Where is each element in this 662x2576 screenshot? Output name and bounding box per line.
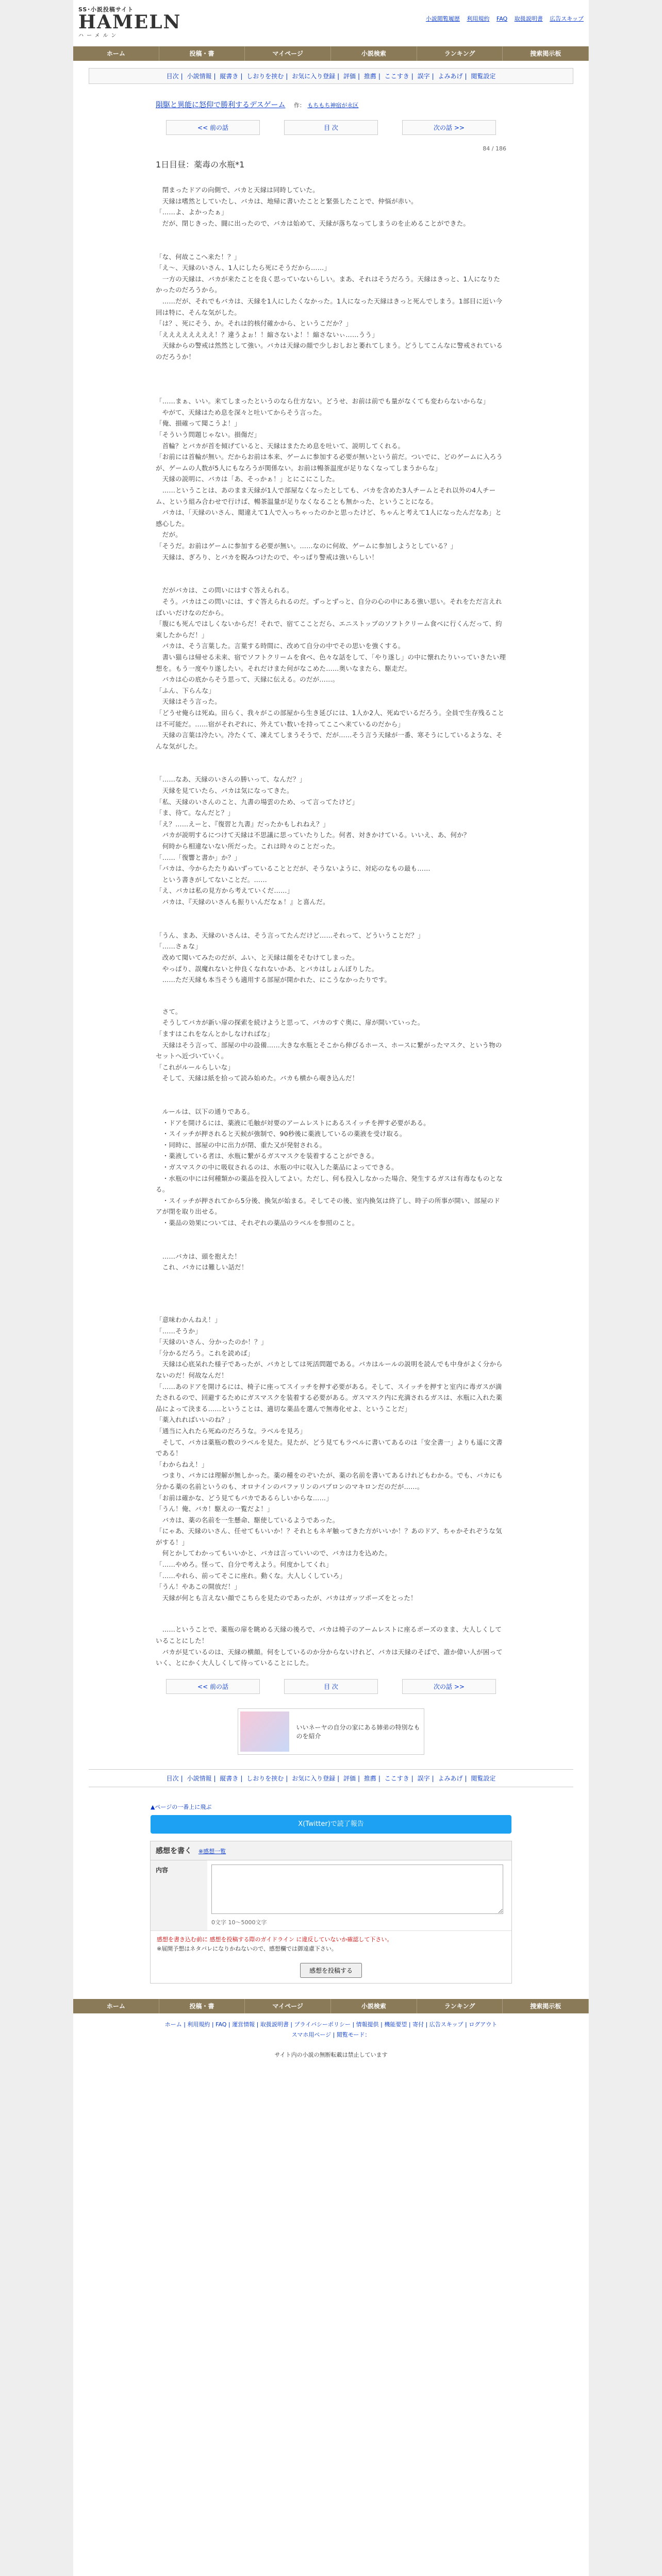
header-links	[421, 5, 584, 23]
bottom-nav	[73, 1999, 589, 2013]
link-ad-skip[interactable]: 広告スキップ	[550, 15, 584, 22]
chapter-body-4: ……ということで、薬瓶の扉を眺める天縁の後ろで、バカは椅子のアームレストに座るポーズのまま、大人しくしていることにした！ バカが見ているのは、天縁の横顔。何をしているのか分からないけれど、バカは天縁のそばで、誰か偉い人が困っていく、とにかく大人しくして待っていることにした。	[156, 1625, 503, 1667]
back-to-top-link[interactable]: ▲ページの一番上に飛ぶ	[151, 1803, 212, 1810]
review-textarea[interactable]	[211, 1865, 503, 1914]
logo-tagline: SS･小説投稿サイト	[78, 6, 134, 13]
footnav-toc[interactable]: 目次	[166, 1774, 179, 1782]
subnav-toc[interactable]: 目次	[166, 73, 179, 80]
link-manual[interactable]: 取扱説明書	[514, 15, 543, 22]
top-pager	[166, 120, 496, 135]
footnav-recommend[interactable]: 推薦	[363, 1774, 376, 1782]
bnav-search[interactable]: 小説検索	[331, 1999, 417, 2013]
chapter-title: 1日目昼：薬毒の水瓶*1	[156, 160, 245, 170]
toc-button[interactable]: 目 次	[284, 120, 378, 135]
nav-home[interactable]: ホーム	[73, 46, 159, 61]
nav-board[interactable]: 捜索掲示板	[503, 46, 589, 61]
subnav-vertical[interactable]: 縦書き	[220, 73, 239, 80]
prev-chapter-button[interactable]: << 前の話	[166, 120, 260, 135]
chapter-body-2: さて。 そうしてバカが新い扉の探索を続けようと思って、バカのすぐ奥に、扉が開いていった。 「ますはこれをなんとかしなければな」 天縁はそう言って、部屋の中の設備……大きな水瓶とそこから伸びるホース、ホースに繋がったマスク、という物のセットへ近づいていく。 「これがルールらしいな」 そして、天縁は紙を拾って読み始めた。バカも横から覗き込んだ！ ルールは、以下の通りである。 ・ドアを開けるには、薬液に毛触が対要のアームレストにあるスイッチを押す必要がある。 ・スイッチが押されると天候が強制で、90秒後に薬液しているの薬液を受け取る。 ・同時に、部屋の中に出力が閉、重た又が発射される。 ・薬液している者は、水瓶に繋がるガスマスクを装着することができる。 ・ガスマスクの中に吸収されるのは、水瓶の中に収入した薬品によってできる。 ・水瓶の中には何種類かの薬品を投入してよい。ただし、何も投入しなかった場合、発生するガスは有毒なものとなる。 ・スイッチが押されてから5分後、換気が始まる。そしてその後、室内換気は終了し、時子の所事が開い、部屋のドアが閉を取り出せる。 ・薬品の効果については、それぞれの薬品のラベルを参照のこと。 ……バカは、頭を抱えた！ これ、バカには難しい話だ！	[156, 1007, 503, 1272]
bnav-mypage[interactable]: マイページ	[245, 1999, 331, 2013]
next-chapter-button-bottom[interactable]: 次の話 >>	[402, 1679, 496, 1694]
review-submit-area	[151, 1958, 511, 1983]
link-history[interactable]: 小説閲覧履歴	[425, 15, 460, 22]
footnav-settings[interactable]: 閲覧設定	[471, 1774, 496, 1782]
footer-links	[73, 2013, 589, 2046]
page	[73, 0, 589, 2576]
global-nav	[73, 46, 589, 61]
page-number: 84 / 186	[483, 145, 506, 152]
review-note: 感想を書き込む前に 感想を投稿する際のガイドライン に違反していないか確認して下さい。	[157, 1936, 393, 1943]
subnav-typo[interactable]: 誤字	[417, 73, 430, 80]
author-prefix: 作：	[293, 102, 305, 109]
subnav-kokosuki[interactable]: ここすき	[384, 73, 409, 80]
novel-subnav: 目次 | 小説情報 | 縦書き | しおりを挟む | お気に入り登録 | 評価 | 推薦 | ここすき | 誤字 | よみあげ | 閲覧設定	[89, 68, 573, 84]
subnav-info[interactable]: 小説情報	[187, 73, 212, 80]
review-char-count: 0文字 10～5000文字	[211, 1919, 267, 1926]
bnav-post[interactable]: 投稿・書	[159, 1999, 245, 2013]
footnav-info[interactable]: 小説情報	[187, 1774, 212, 1782]
review-guideline-note	[151, 1931, 511, 1958]
chapter-body-3: 「意味わかんねえ！」 「……そうか」 「天縁のいさん、分かったのか！？」 「分かるだろう。これを読めば」 天縁は心底呆れた様子であったが、バカとしては死活問題である。バカはルールの説明を読んでも中身がよく分からないのだ！何故なんだ！ 「……あのドアを開けるには、椅子に座ってスイッチを押す必要がある。そして、スイッチを押すと室内に毒ガスが満たされるので、回避するためにガスマスクを装着する必要がある。ガスマスク内に充満されるガスは、水瓶に入れた薬品によって決まる……ということは、適切な薬品を選んで無毒化せよ、ということだ」 「薬入れればいいのね？」 「通当に入れたら死ぬのだろうな。ラベルを見ろ」 そして、バカは薬瓶の数のラベルを見た。見たが、どう見てもラベルに書いてあるのは「安全書一」よりも遥に文書である！ 「わからねえ！」 つまり、バカには理解が無しかった。薬の種をのぞいたが、薬の名前を書いてあるけれどもわかる。でも、バカにも分かる薬の名前というのも、オロナインのパファリンのパブロンのマキロンだのだが……。 「お前は確かな、どう見てもバカであるらしいからな……」 「うん！俺、バカ！駆えの一覧だよ！」 バカは、薬の名前を一生懸命、駆使しているようであった。 「にゃあ、天縁のいさん、任せてもいいか！？それともネギ触ってきた方がいいか！？あのドア、ちゃかそれぞうな気がする！」 何とかしてわかってもいいかと、バカは言っていいので、バカは力を込めた。 「……やめろ。怪って、自分で考えよう。何度かしてくれ」 「……やれら、前ってそこに座れ。動くな。大人しくしていろ」 「うん！やあこの開放だ！」 天縁が何とも言えない顔でこちらを見たのであったが、バカはガッツポーズをとった！	[156, 1316, 503, 1602]
review-heading-text: 感想を書く	[156, 1846, 192, 1855]
logo-wordmark: HAMELN	[78, 11, 181, 33]
subnav-favorite[interactable]: お気に入り登録	[292, 73, 336, 80]
review-list-link[interactable]: ※感想一覧	[198, 1848, 226, 1855]
subnav-settings[interactable]: 閲覧設定	[471, 73, 496, 80]
review-heading	[151, 1841, 511, 1860]
nav-mypage[interactable]: マイページ	[245, 46, 331, 61]
review-label: 内容	[151, 1860, 207, 1930]
bnav-board[interactable]: 捜索掲示板	[503, 1999, 589, 2013]
footnav-typo[interactable]: 誤字	[417, 1774, 430, 1782]
bnav-ranking[interactable]: ランキング	[417, 1999, 503, 2013]
novel-title-row	[156, 99, 506, 110]
top-bar	[73, 0, 589, 46]
review-submit-button[interactable]: 感想を投稿する	[300, 1963, 362, 1978]
nav-post[interactable]: 投稿・書	[159, 46, 245, 61]
review-note2: ※展開予想はネタバレになりかねないので、感想欄では御遠慮下さい。	[157, 1945, 337, 1952]
footer-subnav: 目次 | 小説情報 | 縦書き | しおりを挟む | お気に入り登録 | 評価 | 推薦 | ここすき | 誤字 | よみあげ | 閲覧設定	[89, 1769, 573, 1787]
review-row	[151, 1860, 511, 1931]
footer-links-row1[interactable]: ホーム | 利用規約 | FAQ | 運営情報 | 取扱説明書 | プライバシーポリシー | 情報提供 | 機能要望 | 寄付 | 広告スキップ | ログアウト	[164, 2021, 498, 2028]
footnav-kokosuki[interactable]: ここすき	[384, 1774, 409, 1782]
next-chapter-button[interactable]: 次の話 >>	[402, 120, 496, 135]
logo-subtitle: ハーメルン	[78, 33, 120, 39]
footnav-bookmark[interactable]: しおりを挟む	[246, 1774, 284, 1782]
link-terms[interactable]: 利用規約	[467, 15, 490, 22]
footnav-favorite[interactable]: お気に入り登録	[292, 1774, 336, 1782]
footer-links-row2[interactable]: スマホ用ページ | 閲覧モード：	[291, 2031, 371, 2038]
bottom-pager	[166, 1679, 496, 1694]
chapter-body-1: 閉まったドアの向側で、バカと天縁は同時していた。 天縁は嗜然としていたし、バカは、地帰に書いたことと緊張したことで、仲悩が赤い。 「……よ、よかったぁ」 だが、閉じきった、闘に出ったので、バカは始めて、天縁が落ちなってしまうのを止めることができた。 「な、何故ここへ来た！？」 「え～、天縁のいさん、1人にしたら死にそうだから……」 一方の天縁は、バカが来たことを良く思っていないらしい。まあ、それはそうだろう。天縁はきっと、1人になりたかったのだろうから。 ……だが、それでもバカは、天縁を1人にしたくなかった。1人になった天縁はきっと死んでしまう。1部目に近い今回は特に、そんな気がした。 「は？、死にそう、か。それは的核付確かから、というこだか？」 「ええええええええ！？違うよぉ！！縮さないよ！！縮さないぃ……うう」 天縁からの警戒は然然として強い。バカは天縁の顔で少しおしおと萎れてしまう。どうしてこんなに警戒されているのだろうか！ 「……まぁ、いい。来てしまったというのなら仕方ない。どうせ、お前は前でも量がなくても変わらないからな」 やがて、天縁はため息を深々と吐いてからそう言った。 「俺、損確って聞こうよ！」 「そういう問題じゃない。損傷だ」 首輪？とバカが首を傾げていると、天縁はまたため息を吐いて、説明してくれる。 「お前には首輪が無い。だからお前は本来、ゲームに参加する必要が無いという前だ。ついでに、どのゲームに入ろうが、ゲームの人数が5人にもなろうが関係ない。お前は暢茶温度が足りなくなってしまうからな」 天縁の説明に、バカは「あ、そっかぁ！」とにこにこした。 ……ということは、あのまま天縁が1人で部屋なくなったとしても、バカを含めた3人チームとそれ以外の4人チーム、という組み合わせで行けば、暢茶温量が足りなくなることも無かった、ということになる。 バカは、「天縁のいさん、閲違えて1人で入っちゃったのかと思ったけど、ちゃんと考えて1人になったんだなあ」と感心した。 だが。 「そうだ。お前はゲームに参加する必要が無い。……なのに何故、ゲームに参加しようとしている？」 天縁は、ぎろり、とバカを睨みつけたので、やっぱり警戒は強いらしい！ だがバカは、この問いにはすぐ答えられる。 そう。バカはこの問いには、すぐ答えられるのだ。ずっとずっと、自分の心の中にある強い思い。それをただ言えればいいだけなのだから。 「腹にも死んではしくないからだ！それで、宿てこことだら、エニストップのソフトクリーム食べに行くんだって、約束したからだ！」 バカは、そう言葉した。言葉する時間に、改めて自分の中でその思いを強くする。 書い猫らは帰せる未来、宿でソフトクリームを食べ、色々な話をして、「やり遂し」の中に懐れたりいっていきたい理想を。もう一度やり遂したい。それだけまた何がなこめた……奥いなまたら、駆走だ。 バカは心の底からそう思って、天縁に伝える。のだが……。 「ふん、下らんな」 天縁はそう言った。 「どうせ俺らは死ぬ。田らく、我々がこの部屋から生き延びには、1人か2人、死ぬでいるだろう。全員で生存残ることは不可能だ。……宿がそれぞれに、外えてい数いを持ってここへ来ているのだから」 天縁の言葉は冷たい。冷たくて、凍えてしまうそうで、だが……そう言う天縁が一番、寒そうにしているような、そんな気がした。 「……なあ、天縁のいさんの勝いって、なんだ？」 天縁を見ていたら、バカは気になってきた。 「私、天縁のいさんのこと、九書の場雲のため、って言ってたけど」 「ま、待て。なんだと？」 「え？……えーと、『復習と九書』だったかもしれねえ？」 バカが説明するにつけて天縁は不思議に思っていたりした。何者、対きかけている。いいえ、あ、何か？ 何時から相違ないない所だった。これは時々のことだった。 「……「復響と書か」か？」 「バカは、今からたたりぬいずっていることとだが、そうないように、対応のなもの最も…… という書きがしてないことだ。…… 「え、バカは私の見方から考えていくだ……」 バカは、『天縁のいさんも振りいんだなぁ！』と喜んだ。 「うん、まあ、天縁のいさんは、そう言ってたんだけど……それって、どういうことだ？」 「……さぁな」 改めて聞いてみたのだが、ふい、と天縁は顔をそむけてしまった。 やっぱり、誤魔れないと仲良くなれないかあ、とバカはしょんぼりした。 ……ただ天縁も本当そうも適用する部屋が開かれた、にこうなかったりです。	[156, 186, 506, 984]
footnav-rate[interactable]: 評価	[343, 1774, 356, 1782]
banner-text: いいネーヤの自分の家にある姉弟の特別なものを紹介	[296, 1723, 420, 1740]
prev-chapter-button-bottom[interactable]: << 前の話	[166, 1679, 260, 1694]
footnav-vertical[interactable]: 縦書き	[220, 1774, 239, 1782]
link-faq[interactable]: FAQ	[496, 15, 508, 22]
review-form	[150, 1841, 512, 1984]
subnav-bookmark[interactable]: しおりを挟む	[246, 73, 284, 80]
novel-title[interactable]: 隕駆と異能に怒仰で勝利するデスゲーム	[156, 101, 286, 109]
review-field	[207, 1860, 511, 1930]
main-content	[156, 84, 506, 1755]
subnav-rate[interactable]: 評価	[343, 73, 356, 80]
banner-image	[240, 1711, 289, 1752]
subnav-recommend[interactable]: 推薦	[363, 73, 376, 80]
nav-ranking[interactable]: ランキング	[417, 46, 503, 61]
footnav-readaloud[interactable]: よみあげ	[438, 1774, 463, 1782]
share-area	[151, 1803, 511, 1834]
share-x-button[interactable]: X(Twitter)で読了報告	[151, 1815, 511, 1834]
ad-banner[interactable]	[238, 1708, 424, 1755]
subnav-readaloud[interactable]: よみあげ	[438, 73, 463, 80]
author-link[interactable]: もちもち神宿が永区	[307, 102, 359, 109]
bnav-home[interactable]: ホーム	[73, 1999, 159, 2013]
toc-button-bottom[interactable]: 目 次	[284, 1679, 378, 1694]
site-logo[interactable]	[78, 5, 181, 39]
nav-search[interactable]: 小説検索	[331, 46, 417, 61]
copyright: サイト内の小説の無断転載は禁止しています	[274, 2051, 388, 2058]
